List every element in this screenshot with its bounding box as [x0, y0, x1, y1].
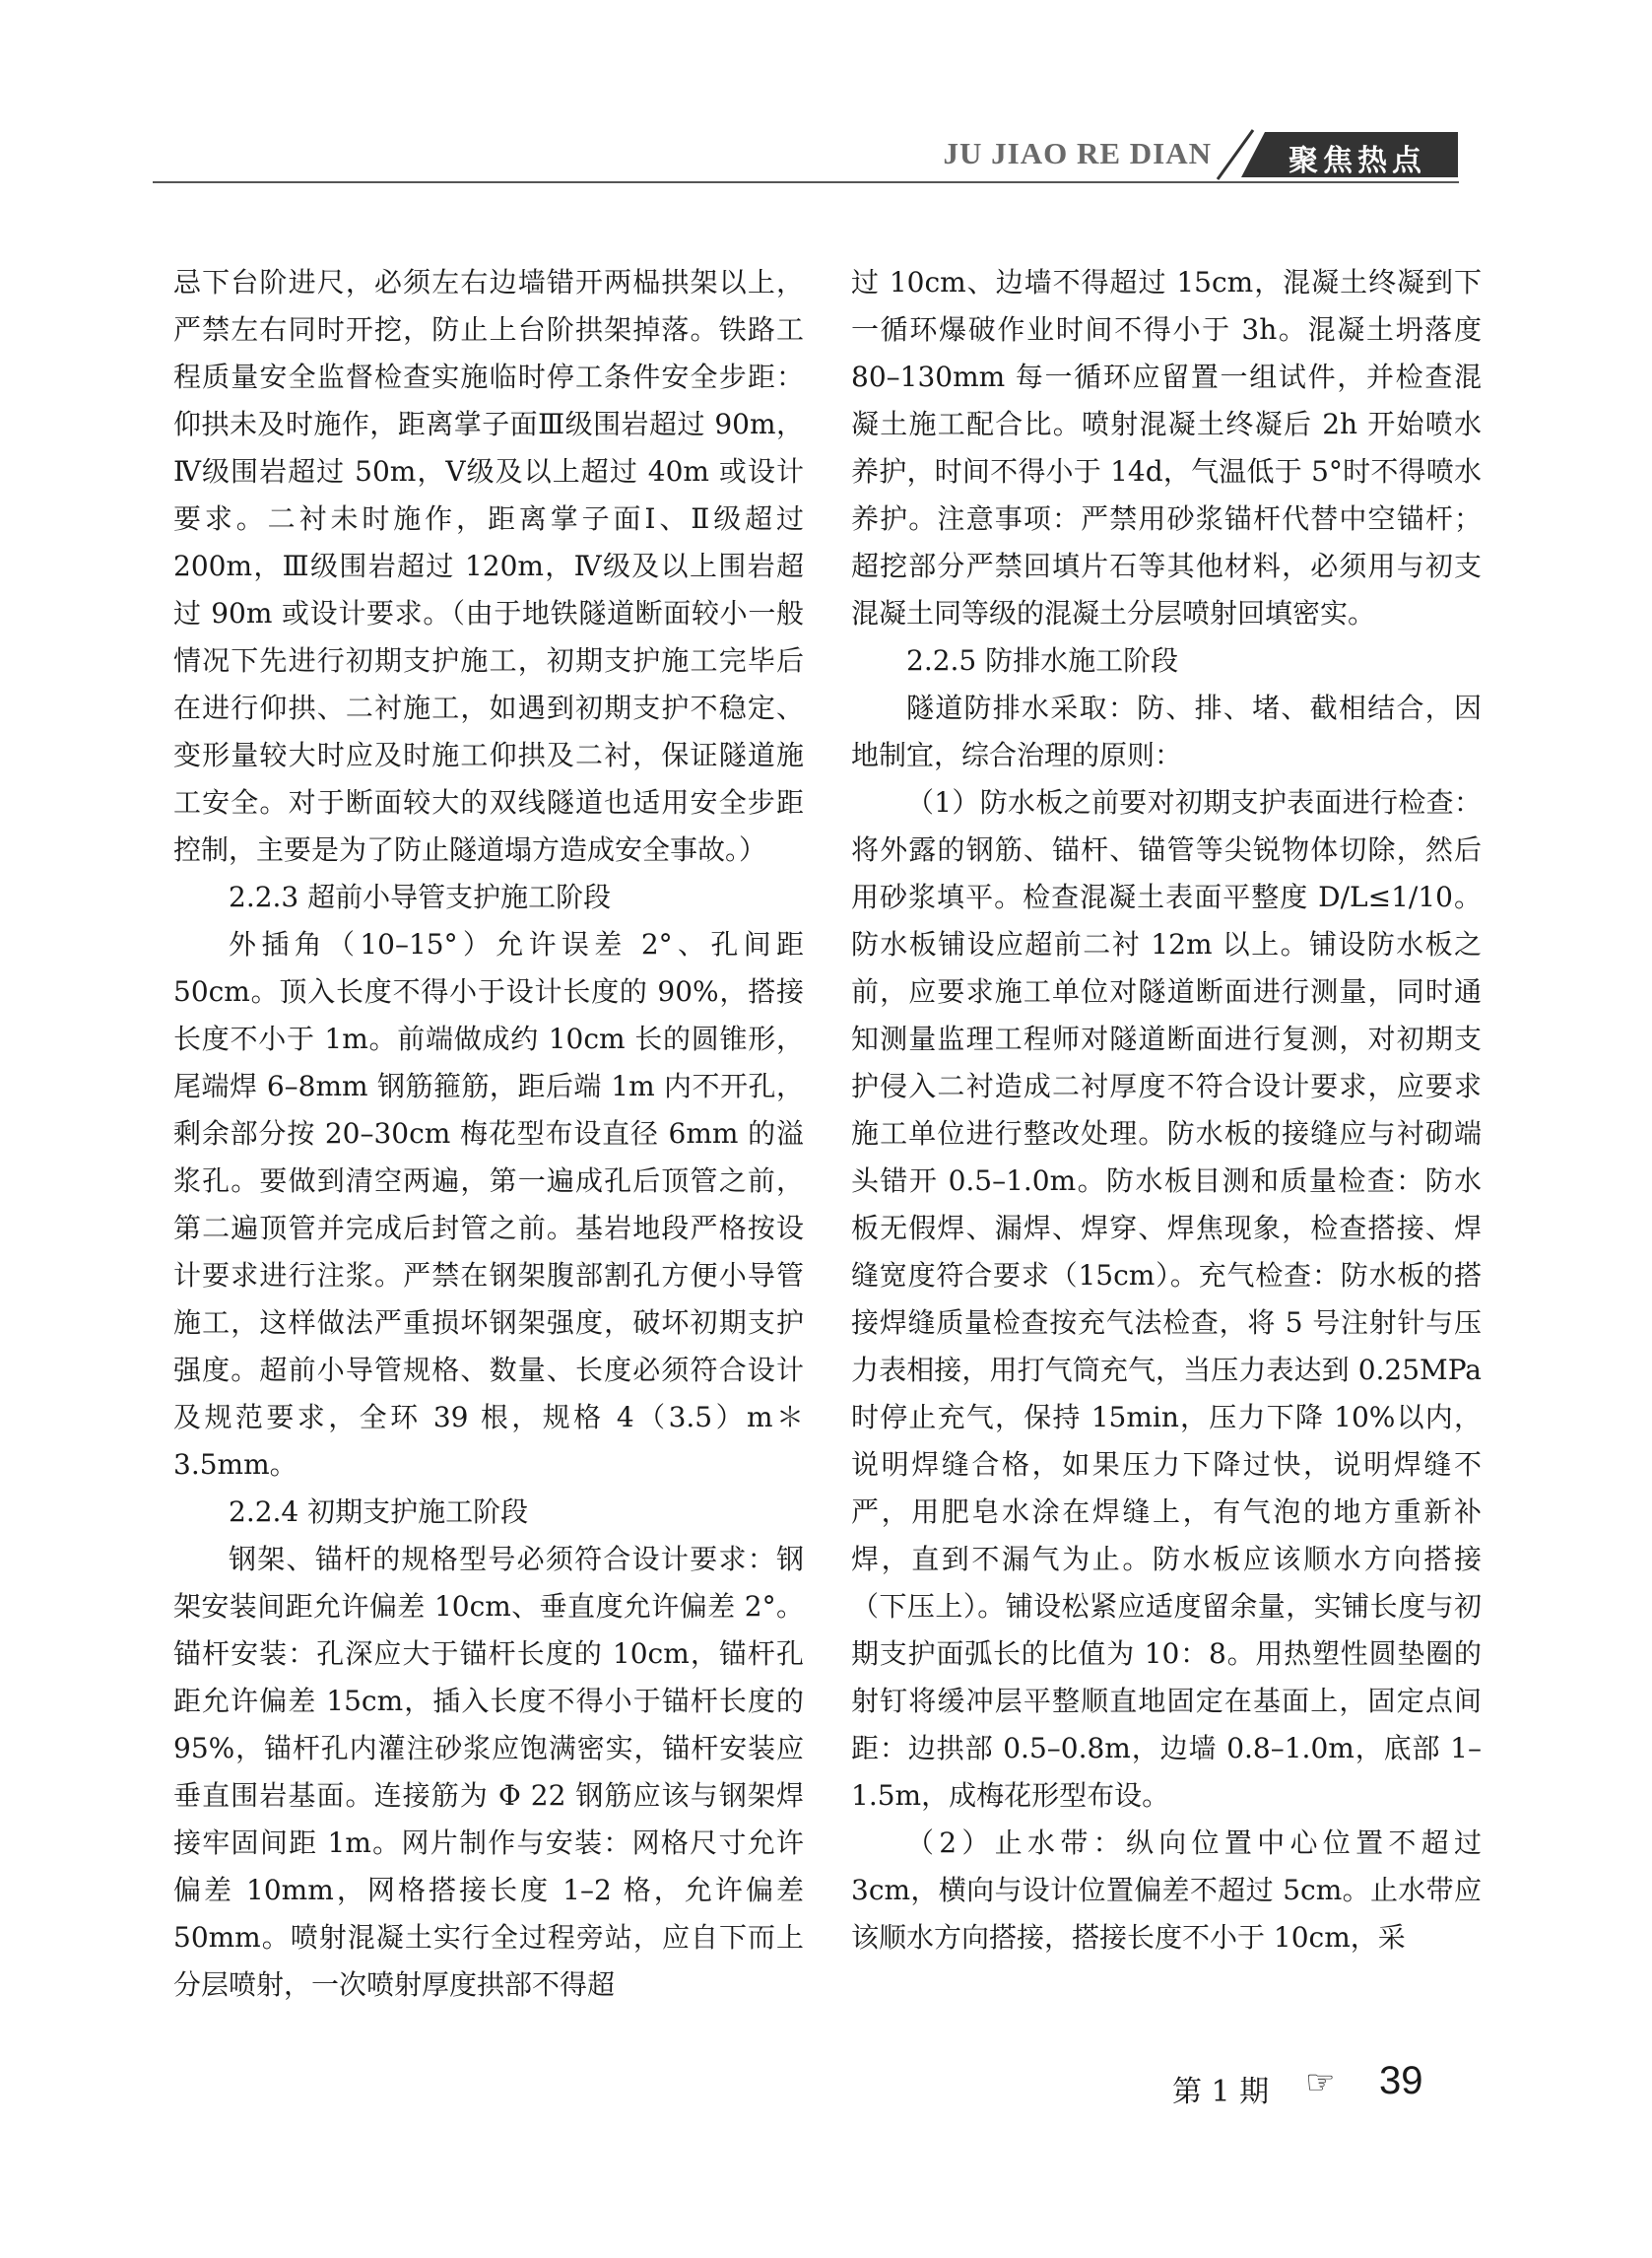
- running-header: [0, 126, 1652, 185]
- page-number: 39: [1379, 2059, 1423, 2102]
- right-paragraph-1: 过 10cm、边墙不得超过 15cm，混凝土终凝到下一循环爆破作业时间不得小于 3h。混凝土坍落度 80–130mm 每一循环应留置一组试件，并检查混凝土施工配合比。喷射混凝土终凝后 2h 开始喷水养护，时间不得小于 14d，气温低于 5°时不得喷水养护。注意事项：严禁用砂浆锚杆代替中空锚杆；超挖部分严禁回填片石等其他材料，必须用与初支混凝土同等级的混凝土分层喷射回填密实。: [851, 266, 1482, 630]
- right-column: [851, 259, 1482, 1961]
- right-paragraph-3: （1）防水板之前要对初期支护表面进行检查：将外露的钢筋、锚杆、锚管等尖锐物体切除，然后用砂浆填平。检查混凝土表面平整度 D/L≤1/10。防水板铺设应超前二衬 12m 以上。铺设防水板之前，应要求施工单位对隧道断面进行测量，同时通知测量监理工程师对隧道断面进行复测，对初期支护侵入二衬造成二衬厚度不符合设计要求，应要求施工单位进行整改处理。防水板的接缝应与衬砌端头错开 0.5–1.0m。防水板目测和质量检查：防水板无假焊、漏焊、焊穿、焊焦现象，检查搭接、焊缝宽度符合要求（15cm）。充气检查：防水板的搭接焊缝质量检查按充气法检查，将 5 号注射针与压力表相接，用打气筒充气，当压力表达到 0.25MPa 时停止充气，保持 15min，压力下降 10%以内，说明焊缝合格，如果压力下降过快，说明焊缝不严，用肥皂水涂在焊缝上，有气泡的地方重新补焊，直到不漏气为止。防水板应该顺水方向搭接（下压上）。铺设松紧应适度留余量，实铺长度与初期支护面弧长的比值为 10：8。用热塑性圆垫圈的射钉将缓冲层平整顺直地固定在基面上，固定点间距：边拱部 0.5–0.8m，边墙 0.8–1.0m，底部 1–1.5m，成梅花形型布设。: [851, 786, 1482, 1812]
- left-paragraph-3: 钢架、锚杆的规格型号必须符合设计要求：钢架安装间距允许偏差 10cm、垂直度允许偏差 2°。锚杆安装：孔深应大于锚杆长度的 10cm，锚杆孔距允许偏差 15cm，插入长度不得小于锚杆长度的 95%，锚杆孔内灌注砂浆应饱满密实，锚杆安装应垂直围岩基面。连接筋为 Φ 22 钢筋应该与钢架焊接牢固间距 1m。网片制作与安装：网格尺寸允许偏差 10mm，网格搭接长度 1–2 格，允许偏差 50mm。喷射混凝土实行全过程旁站，应自下而上分层喷射，一次喷射厚度拱部不得超: [173, 1543, 804, 2001]
- header-chinese-title: 聚焦热点: [1289, 144, 1426, 178]
- section-heading-2-2-5: 2.2.5 防排水施工阶段: [906, 644, 1179, 677]
- page-footer: [1143, 2059, 1458, 2118]
- left-paragraph-2: 外插角（10–15°）允许误差 2°、孔间距 50cm。顶入长度不得小于设计长度的 90%，搭接长度不小于 1m。前端做成约 10cm 长的圆锥形，尾端焊 6–8mm 钢筋箍筋，距后端 1m 内不开孔，剩余部分按 20–30cm 梅花型布设直径 6mm 的溢浆孔。要做到清空两遍，第一遍成孔后顶管之前，第二遍顶管并完成后封管之前。基岩地段严格按设计要求进行注浆。严禁在钢架腹部割孔方便小导管施工，这样做法严重损坏钢架强度，破坏初期支护强度。超前小导管规格、数量、长度必须符合设计及规范要求，全环 39 根，规格 4（3.5）m＊3.5mm。: [173, 928, 804, 1481]
- section-heading-2-2-4: 2.2.4 初期支护施工阶段: [229, 1495, 529, 1528]
- header-rule: [153, 181, 1459, 183]
- left-paragraph-1: 忌下台阶进尺，必须左右边墙错开两榀拱架以上，严禁左右同时开挖，防止上台阶拱架掉落。铁路工程质量安全监督检查实施临时停工条件安全步距：仰拱未及时施作，距离掌子面Ⅲ级围岩超过 90m，Ⅳ级围岩超过 50m，Ⅴ级及以上超过 40m 或设计要求。二衬未时施作，距离掌子面Ⅰ、Ⅱ级超过 200m，Ⅲ级围岩超过 120m，Ⅳ级及以上围岩超过 90m 或设计要求。（由于地铁隧道断面较小一般情况下先进行初期支护施工，初期支护施工完毕后在进行仰拱、二衬施工，如遇到初期支护不稳定、变形量较大时应及时施工仰拱及二衬，保证隧道施工安全。对于断面较大的双线隧道也适用安全步距控制，主要是为了防止隧道塌方造成安全事故。）: [173, 266, 804, 866]
- pointing-hand-icon: ☞: [1305, 2063, 1336, 2102]
- issue-label: 第 1 期: [1172, 2075, 1270, 2109]
- right-paragraph-4: （2）止水带：纵向位置中心位置不超过 3cm，横向与设计位置偏差不超过 5cm。止水带应该顺水方向搭接，搭接长度不小于 10cm，采: [851, 1826, 1482, 1954]
- header-english-title: JU JIAO RE DIAN: [943, 136, 1212, 170]
- section-heading-2-2-3: 2.2.3 超前小导管支护施工阶段: [229, 881, 612, 913]
- left-column: [173, 259, 804, 2009]
- right-paragraph-2: 隧道防排水采取：防、排、堵、截相结合，因地制宜，综合治理的原则：: [851, 692, 1482, 771]
